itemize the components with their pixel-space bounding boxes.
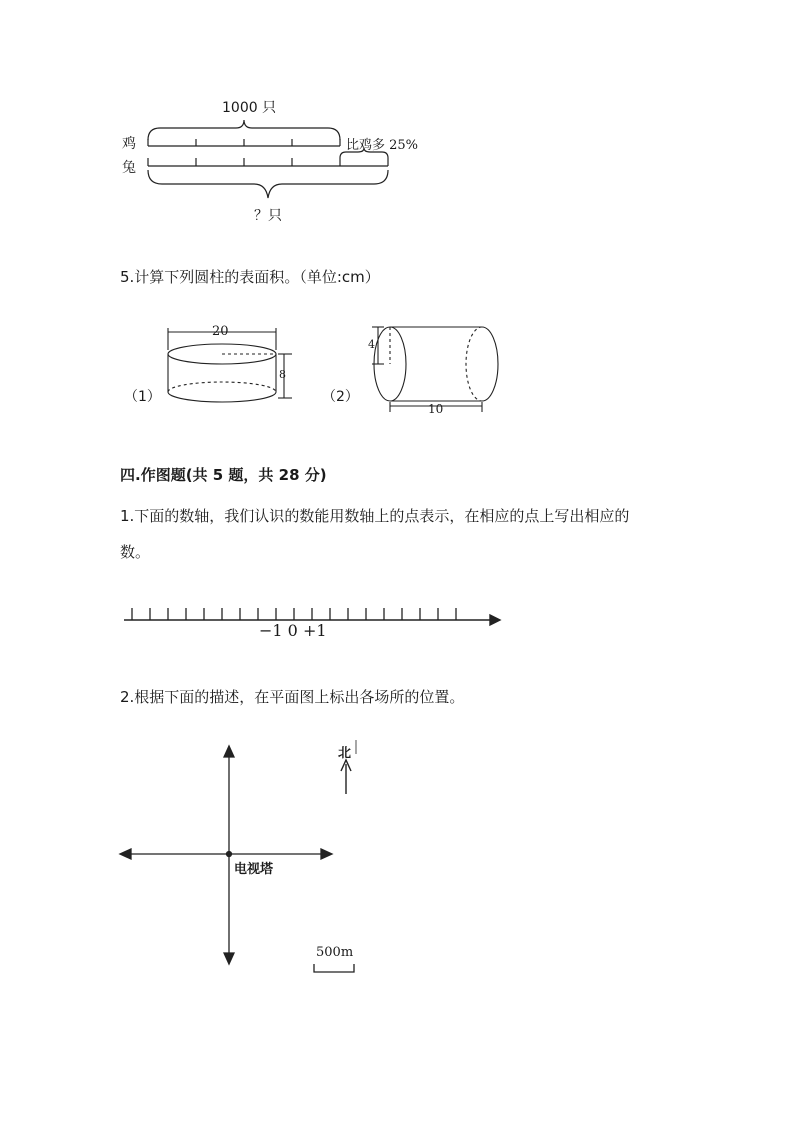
cyl1-diameter: 20 — [212, 324, 229, 339]
tape-row1-label: 鸡 — [122, 136, 136, 152]
cyl2-radius: 4 — [368, 338, 375, 351]
cylinder-1 — [168, 328, 292, 402]
tape-bottom-label: ？只 — [254, 208, 282, 224]
s4q2-text: 2.根据下面的描述，在平面图上标出各场所的位置。 — [120, 688, 465, 706]
tape-top-brace — [148, 120, 340, 140]
tape-row2-label: 兔 — [122, 160, 136, 176]
tape-extra-brace — [340, 148, 388, 158]
s4q1-text-line2: 数。 — [120, 543, 151, 561]
cyl2-length: 10 — [428, 402, 444, 416]
scale-bar — [314, 964, 354, 972]
tape-top-label: 1000 只 — [222, 100, 277, 116]
tape-bottom-brace — [148, 170, 388, 198]
s4q1-text-line1: 1.下面的数轴，我们认识的数能用数轴上的点表示，在相应的点上写出相应的 — [120, 507, 630, 525]
center-label: 电视塔 — [234, 862, 274, 877]
section4-title: 四.作图题(共 5 题，共 28 分) — [120, 466, 327, 484]
cylinder-2 — [372, 327, 498, 412]
plan-axes — [120, 746, 332, 964]
tape-extra-label: 比鸡多 25% — [346, 138, 419, 153]
cyl2-number: （2） — [322, 389, 359, 405]
scale-label: 500m — [316, 945, 354, 960]
q5-title: 5.计算下列圆柱的表面积。（单位:cm） — [120, 268, 380, 286]
cyl1-height: 8 — [279, 368, 286, 381]
cyl1-number: （1） — [124, 389, 161, 405]
number-line-labels: −1 0 +1 — [259, 621, 327, 640]
north-label: 北 — [338, 746, 352, 761]
